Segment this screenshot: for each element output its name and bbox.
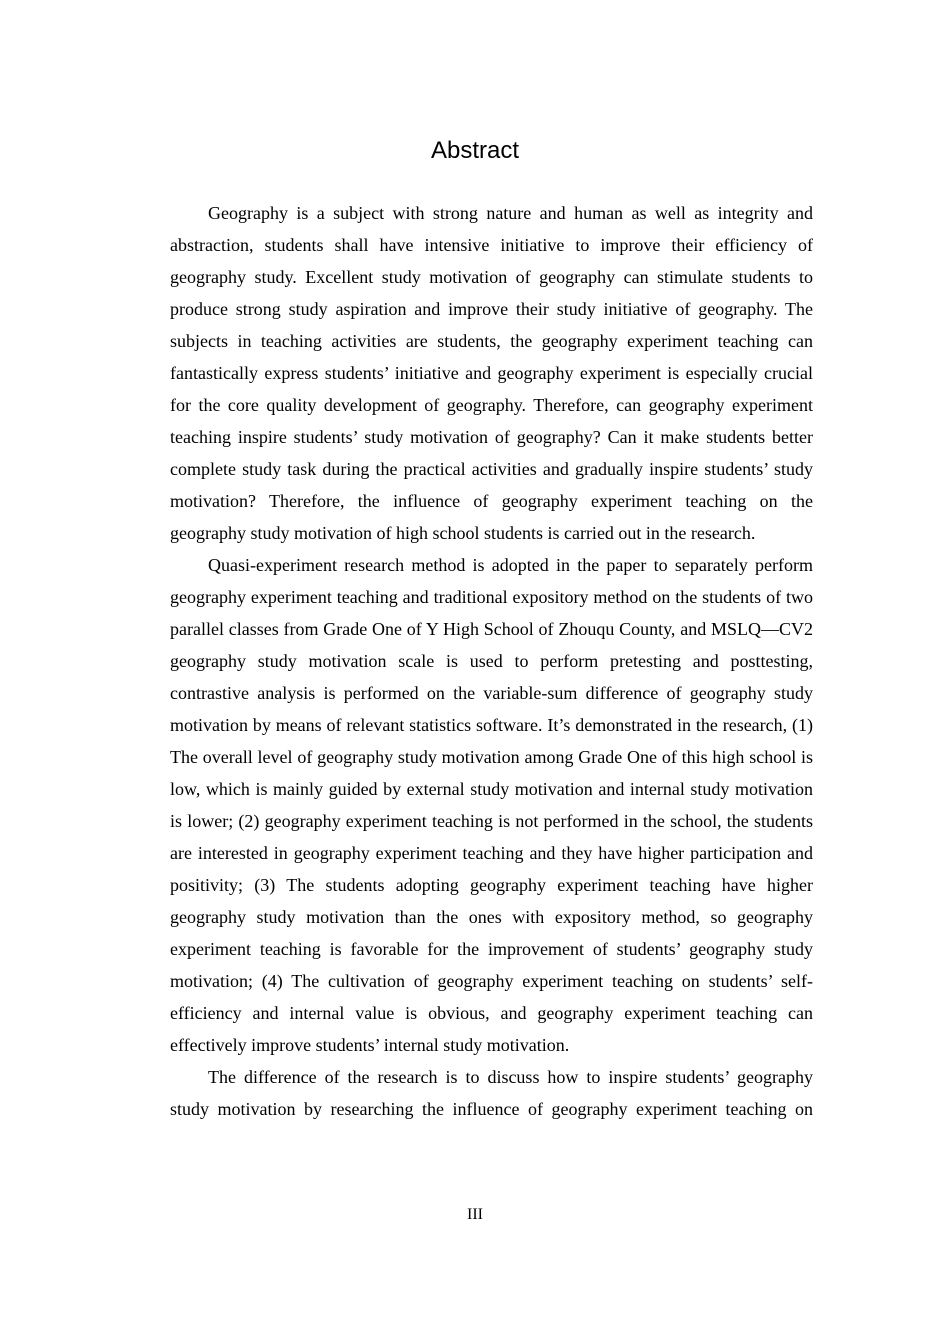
abstract-body [170,197,813,1125]
page-title: Abstract [430,137,520,164]
page-number: III [467,1206,483,1223]
abstract-paragraph-2: Quasi-experiment research method is adopted in the paper to separately perform geography experiment teaching and traditional expository method on the students of two parallel classes from Grade One of Y High School of Zhouqu County, and MSLQ—CV2 geography study motivation scale is used to perform pretesting and posttesting, contrastive analysis is performed on the variable-sum difference of geography study motivation by means of relevant statistics software. It’s demonstrated in the research, (1) The overall level of geography study motivation among Grade One of this high school is low, which is mainly guided by external study motivation and internal study motivation is lower; (2) geography experiment teaching is not performed in the school, the students are interested in geography experiment teaching and they have higher participation and positivity; (3) The students adopting geography experiment teaching have higher geography study motivation than the ones with expository method, so geography experiment teaching is favorable for the improvement of students’ geography study motivation; (4) The cultivation of geography experiment teaching on students’ self-efficiency and internal value is obvious, and geography experiment teaching can effectively improve students’ internal study motivation. [170,555,813,1055]
abstract-paragraph-1: Geography is a subject with strong nature and human as well as integrity and abstraction, students shall have intensive initiative to improve their efficiency of geography study. Excellent study motivation of geography can stimulate students to produce strong study aspiration and improve their study initiative of geography. The subjects in teaching activities are students, the geography experiment teaching can fantastically express students’ initiative and geography experiment is especially crucial for the core quality development of geography. Therefore, can geography experiment teaching inspire students’ study motivation of geography? Can it make students better complete study task during the practical activities and gradually inspire students’ study motivation? Therefore, the influence of geography experiment teaching on the geography study motivation of high school students is carried out in the research. [170,203,813,543]
abstract-paragraph-3: The difference of the research is to discuss how to inspire students’ geography study motivation by researching the influence of geography experiment teaching on [170,1067,813,1119]
